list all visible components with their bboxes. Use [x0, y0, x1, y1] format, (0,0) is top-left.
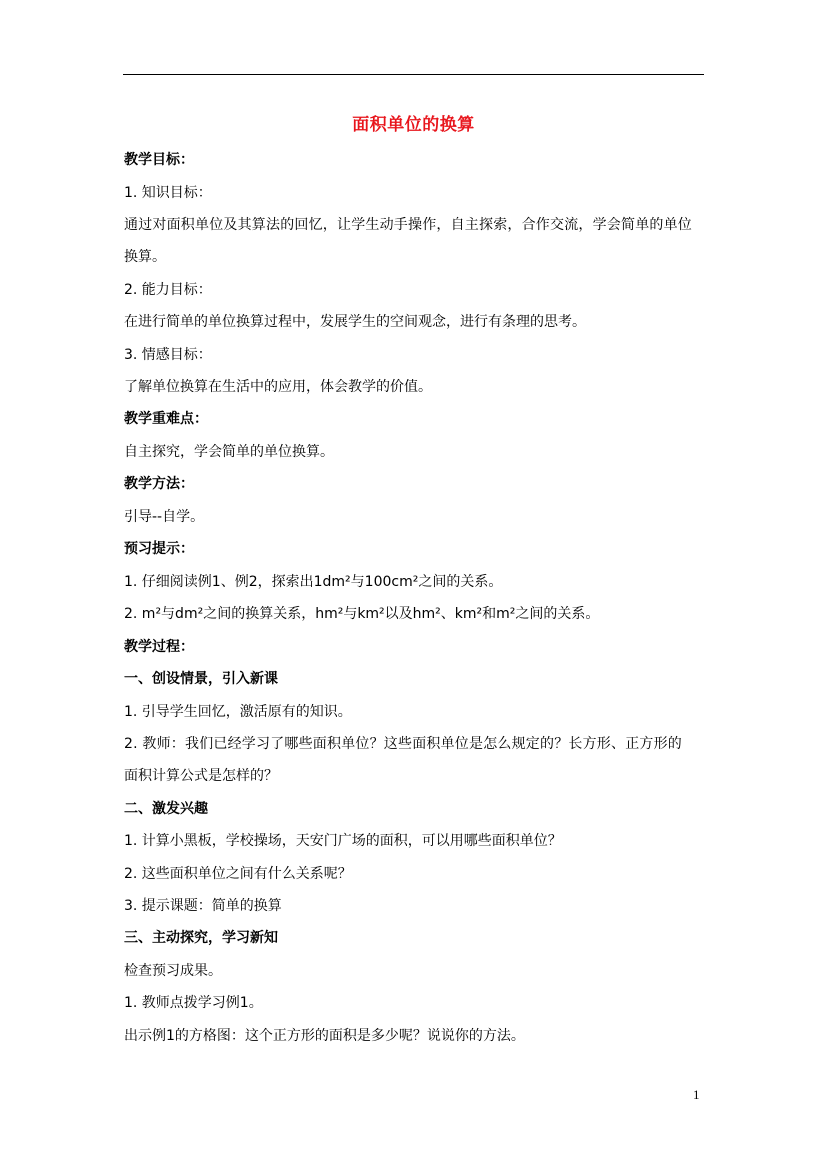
paragraph-line: 3. 情感目标：	[124, 347, 212, 363]
paragraph-line: 通过对面积单位及其算法的回忆，让学生动手操作，自主探索，合作交流，学会简单的单位	[124, 217, 692, 233]
header-rule	[123, 74, 704, 75]
subsection-heading: 三、主动探究，学习新知	[124, 930, 278, 946]
subsection-heading: 一、创设情景，引入新课	[124, 671, 278, 687]
paragraph-line: 1. 计算小黑板，学校操场，天安门广场的面积，可以用哪些面积单位？	[124, 833, 562, 849]
paragraph-line: 自主探究，学会简单的单位换算。	[124, 444, 334, 460]
document-title: 面积单位的换算	[352, 115, 475, 135]
paragraph-line: 1. 教师点拨学习例1。	[124, 995, 263, 1011]
paragraph-line: 2. 教师：我们已经学习了哪些面积单位？这些面积单位是怎么规定的？长方形、正方形的	[124, 736, 683, 752]
section-heading-key-points: 教学重难点：	[124, 411, 208, 427]
paragraph-line: 2. 这些面积单位之间有什么关系呢？	[124, 866, 352, 882]
paragraph-line: 面积计算公式是怎样的？	[124, 768, 278, 784]
section-heading-process: 教学过程：	[124, 639, 194, 655]
paragraph-line: 检查预习成果。	[124, 963, 222, 979]
paragraph-line: 了解单位换算在生活中的应用，体会教学的价值。	[124, 379, 432, 395]
paragraph-line: 2. m²与dm²之间的换算关系，hm²与km²以及hm²、km²和m²之间的关系。	[124, 606, 600, 622]
paragraph-line: 1. 引导学生回忆，激活原有的知识。	[124, 704, 352, 720]
section-heading-preview: 预习提示：	[124, 541, 194, 557]
paragraph-line: 换算。	[124, 249, 166, 265]
paragraph-line: 引导--自学。	[124, 509, 205, 525]
paragraph-line: 2. 能力目标：	[124, 282, 212, 298]
page-number: 1	[693, 1087, 700, 1102]
subsection-heading: 二、激发兴趣	[124, 801, 208, 817]
section-heading-objectives: 教学目标：	[124, 152, 194, 168]
paragraph-line: 1. 知识目标：	[124, 185, 212, 201]
paragraph-line: 出示例1的方格图：这个正方形的面积是多少呢？说说你的方法。	[124, 1028, 525, 1044]
paragraph-line: 在进行简单的单位换算过程中，发展学生的空间观念，进行有条理的思考。	[124, 314, 586, 330]
section-heading-methods: 教学方法：	[124, 476, 194, 492]
paragraph-line: 3. 提示课题：简单的换算	[124, 898, 282, 914]
paragraph-line: 1. 仔细阅读例1、例2，探索出1dm²与100cm²之间的关系。	[124, 574, 503, 590]
